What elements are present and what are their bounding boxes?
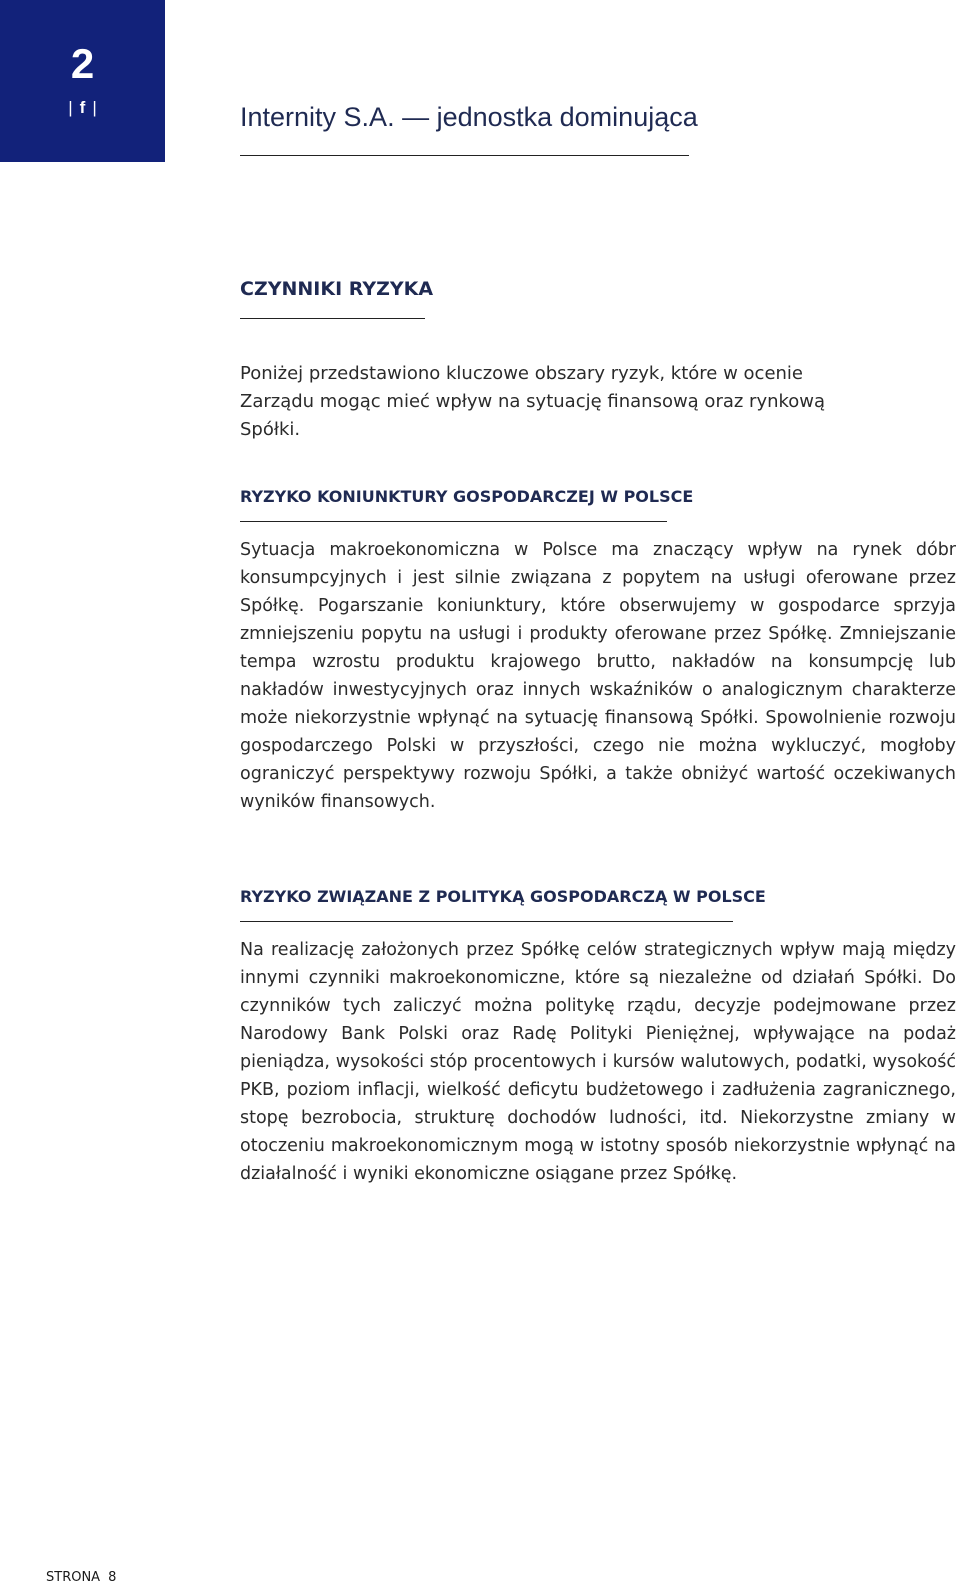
chapter-subletter (0, 98, 165, 118)
section-intro: Poniżej przedstawiono kluczowe obszary ryzyk, które w ocenie Zarządu mogąc mieć wpływ na sytuację finansową oraz rynkową Spółki. (240, 363, 826, 440)
header-underline (240, 155, 689, 156)
risk-title-polityka: RYZYKO ZWIĄZANE Z POLITYKĄ GOSPODARCZĄ W POLSCE (240, 887, 766, 906)
risk-title-underline (240, 521, 667, 522)
risk-body-koniunktura: Sytuacja makroekonomiczna w Polsce ma znaczący wpływ na rynek dóbr konsumpcyjnych i jest silnie związana z popytem na usługi oferowane przez Spółkę. Pogarszanie koniunktury, które obserwujemy w gospodarce sprzyja zmniejszeniu popytu na usługi i produkty oferowane przez Spółkę. Zmniejszanie tempa wzrostu produktu krajowego brutto, nakładów na konsumpcję lub nakładów inwestycyjnych oraz innych wskaźników o analogicznym charakterze może niekorzystnie wpłynąć na sytuację finansową Spółki. Spowolnienie rozwoju gospodarczego Polski w przyszłości, czego nie można wykluczyć, mogłoby ograniczyć perspektywy rozwoju Spółki, a także obniżyć wartość oczekiwanych wyników finansowych. (240, 540, 956, 812)
page-label: STRONA (46, 1570, 101, 1585)
chapter-number: 2 (70, 40, 95, 87)
page-footer (46, 1570, 116, 1586)
risk-title-underline (240, 921, 733, 922)
chapter-letter: f (79, 98, 86, 117)
separator-right: | (92, 98, 97, 117)
chapter-badge (0, 0, 165, 162)
page-number: 8 (108, 1570, 117, 1585)
risk-body-polityka: Na realizację założonych przez Spółkę celów strategicznych wpływ mają między innymi czynniki makroekonomiczne, które są niezależne od działań Spółki. Do czynników tych zaliczyć można politykę rządu, decyzje podejmowane przez Narodowy Bank Polski oraz Radę Polityki Pieniężnej, wpływające na podaż pieniądza, wysokości stóp procentowych i kursów walutowych, podatki, wysokość PKB, poziom inflacji, wielkość deficytu budżetowego i zadłużenia zagranicznego, stopę bezrobocia, strukturę dochodów ludności, itd. Niekorzystne zmiany w otoczeniu makroekonomicznym mogą w istotny sposób niekorzystnie wpłynąć na działalność i wyniki ekonomiczne osiągane przez Spółkę. (240, 940, 956, 1184)
risk-title-koniunktura: RYZYKO KONIUNKTURY GOSPODARCZEJ W POLSCE (240, 487, 694, 506)
section-title-underline (240, 318, 425, 319)
document-header-title: Internity S.A. — jednostka dominująca (240, 102, 698, 132)
section-title: CZYNNIKI RYZYKA (240, 278, 434, 300)
separator-left: | (68, 98, 73, 117)
